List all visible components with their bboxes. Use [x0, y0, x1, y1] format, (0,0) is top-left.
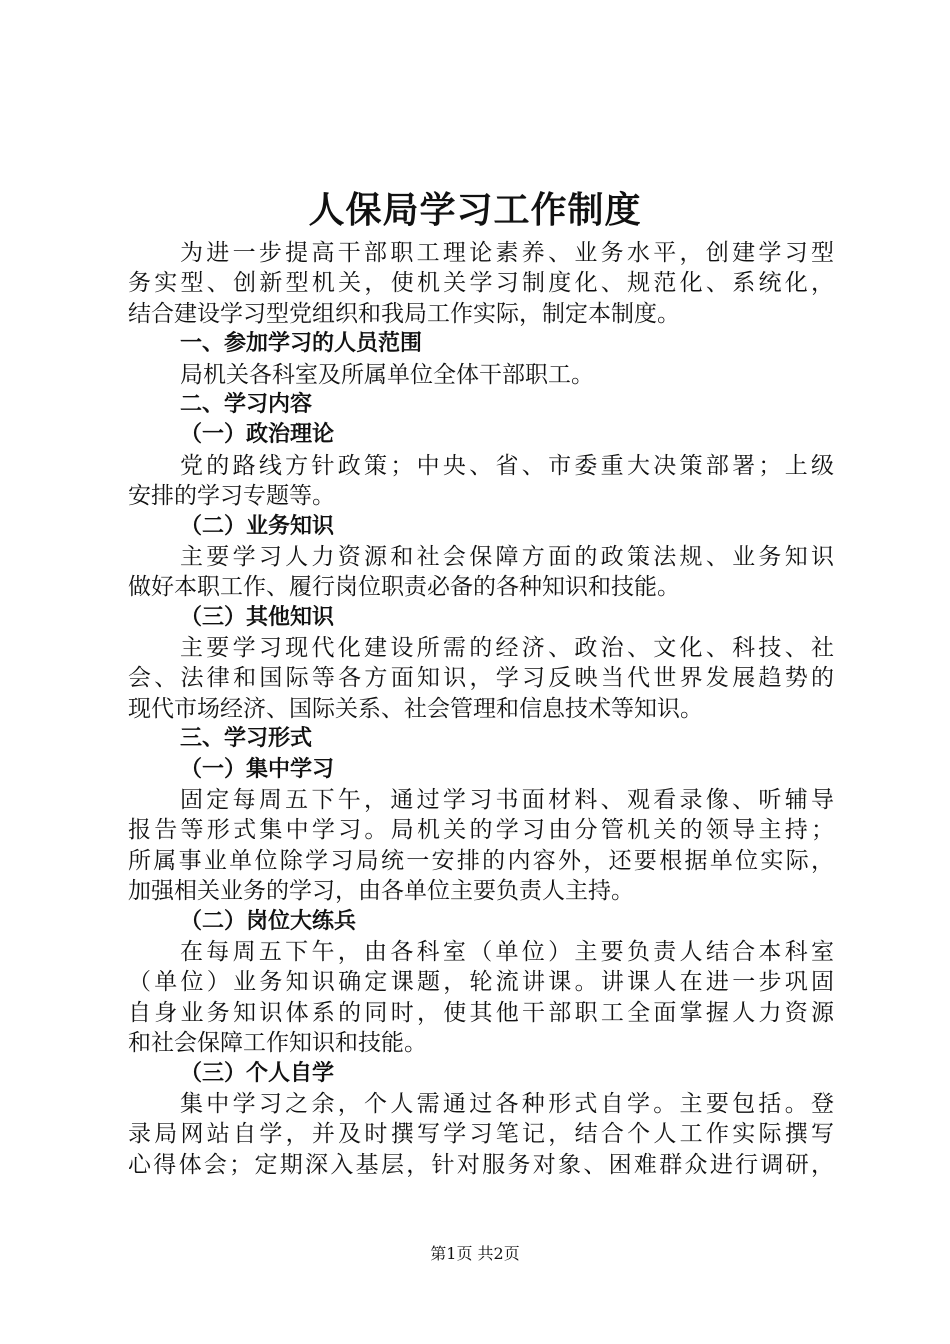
paragraph-line: 报告等形式集中学习。局机关的学习由分管机关的领导主持；	[128, 817, 834, 844]
paragraph-line: 录局网站自学，并及时撰写学习笔记，结合个人工作实际撰写	[128, 1121, 834, 1148]
subsection-heading: （三）个人自学	[180, 1060, 335, 1086]
paragraph-line: 和社会保障工作知识和技能。	[128, 1030, 427, 1057]
paragraph-line: 安排的学习专题等。	[128, 483, 335, 510]
paragraph-line: 在每周五下午，由各科室（单位）主要负责人结合本科室	[180, 938, 834, 965]
paragraph-line: 为进一步提高干部职工理论素养、业务水平，创建学习型	[180, 240, 834, 266]
page-footer: 第1页 共2页	[430, 1244, 520, 1263]
paragraph-line: 务实型、创新型机关，使机关学习制度化、规范化、系统化，	[128, 270, 834, 297]
paragraph-line: 自身业务知识体系的同时，使其他干部职工全面掌握人力资源	[128, 999, 834, 1026]
subsection-heading: （三）其他知识	[180, 604, 335, 630]
paragraph-line: 主要学习人力资源和社会保障方面的政策法规、业务知识	[180, 543, 834, 570]
paragraph-line: 现代市场经济、国际关系、社会管理和信息技术等知识。	[128, 695, 703, 722]
paragraph-line: 所属事业单位除学习局统一安排的内容外，还要根据单位实际，	[128, 847, 834, 874]
section-heading: 二、学习内容	[180, 391, 313, 417]
paragraph-line: 局机关各科室及所属单位全体干部职工。	[180, 361, 594, 388]
subsection-heading: （一）政治理论	[180, 422, 335, 448]
subsection-heading: （一）集中学习	[180, 756, 335, 782]
section-heading: 一、参加学习的人员范围	[180, 331, 423, 357]
paragraph-line: 心得体会；定期深入基层，针对服务对象、困难群众进行调研，	[128, 1151, 834, 1178]
subsection-heading: （二）业务知识	[180, 513, 335, 539]
section-heading: 三、学习形式	[180, 726, 313, 752]
paragraph-line: 会、法律和国际等各方面知识，学习反映当代世界发展趋势的	[128, 665, 834, 692]
document-body	[128, 238, 834, 1180]
subsection-heading: （二）岗位大练兵	[180, 908, 357, 934]
paragraph-line: 加强相关业务的学习，由各单位主要负责人主持。	[128, 878, 634, 905]
paragraph-line: 集中学习之余，个人需通过各种形式自学。主要包括。登	[180, 1090, 834, 1117]
document-title: 人保局学习工作制度	[308, 189, 642, 231]
paragraph-line: （单位）业务知识确定课题，轮流讲课。讲课人在进一步巩固	[128, 969, 834, 996]
paragraph-line: 做好本职工作、履行岗位职责必备的各种知识和技能。	[128, 574, 680, 601]
paragraph-line: 党的路线方针政策；中央、省、市委重大决策部署；上级	[180, 452, 834, 479]
paragraph-line: 主要学习现代化建设所需的经济、政治、文化、科技、社	[180, 635, 834, 662]
paragraph-line: 固定每周五下午，通过学习书面材料、观看录像、听辅导	[180, 787, 834, 814]
paragraph-line: 结合建设学习型党组织和我局工作实际，制定本制度。	[128, 300, 680, 327]
